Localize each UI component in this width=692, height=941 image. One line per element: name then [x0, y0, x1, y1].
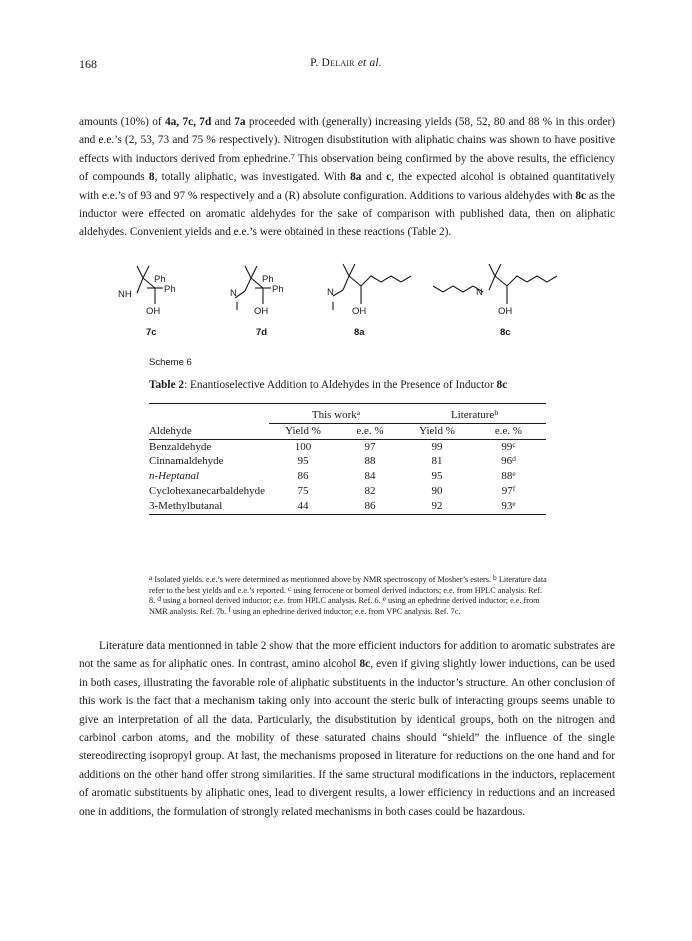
table-row: n-Heptanal 86 84 95 88e: [149, 469, 516, 483]
body-paragraph-2: Literature data mentionned in table 2 show that the more efficient inductors for addition to aromatic substrates are not the same as for aliphatic ones. In contrast, amino alcohol 8c, even if giving slightly lower inductions, can be used in both cases, illustrating the favorable role of aliphatic substituents in the inductor’s structure. An other conclusion of this work is the fact that a mechanism taking only into account the steric bulk of interacting groups seems unable to give an interpretation of all the data. Particularly, the disubstitution by identical groups, both on the nitrogen and carbinol carbon atoms, and the mobility of these saturated chains should “shield” the influence of the single stereodirecting isopropyl group. At last, the mechanisms proposed in literature for reductions on the one hand and for additions on the other hand offer strong similarities. If the same structural modifications in the inductors, replacement of aromatic substituents by aliphatic ones, lead to divergent results, a lower efficiency in reductions and an increased one in additions, the formulation of strongly related mechanisms in both cases could be hazardous.: [79, 640, 615, 818]
table-row: 3-Methylbutanal 44 86 92 93e: [149, 499, 546, 514]
body-paragraph-1: amounts (10%) of 4a, 7c, 7d and 7a proceeded with (generally) increasing yields (58, 52, 80 and 88 % in this order) and e.e.’s (2, 53, 73 and 75 % respectively). Nitrogen disubstitution with aliphatic chains was shown to have positive effects with inductors derived from ephedrine.$^7$ This observation being confirmed by the above results, the efficiency of compounds 8, totally aliphatic, was investigated. With 8a and c, the expected alcohol is obtained quantitatively with e.e.’s of 93 and 97 % respectively and a (R) absolute configuration. Additions to various aldehydes with 8c as the inductor were effected on aromatic aldehydes for the sake of comparison with published data, then on aliphatic aldehydes. Convenient yields and e.e.’s were obtained in these reactions (Table 2).: [79, 116, 615, 239]
page-number: 168: [79, 57, 97, 71]
structure-7d: [230, 266, 284, 338]
column-header: Yield %: [269, 423, 337, 439]
compound-label-8c: 8c: [500, 327, 511, 338]
table-column-headers: [149, 423, 546, 439]
page-header: [0, 57, 692, 75]
table-caption: Table 2: Enantioselective Addition to Aldehydes in the Presence of Inductor 8c: [149, 379, 508, 391]
column-header: Aldehyde: [149, 423, 269, 439]
structure-7c: [118, 266, 176, 338]
running-head-author: P. D: [310, 57, 331, 69]
column-header: e.e. %: [471, 423, 546, 439]
column-header: Yield %: [403, 423, 471, 439]
compound-label-7d: 7d: [256, 327, 268, 338]
structure-8a: [327, 264, 411, 338]
label-n: N: [327, 287, 334, 298]
label-n: N: [230, 288, 237, 299]
column-header: e.e. %: [337, 423, 403, 439]
table-row: Benzaldehyde 100 97 99 99$^c$: [149, 439, 516, 453]
scheme-6-structures: [117, 262, 587, 342]
running-head: [0, 57, 692, 69]
compound-label-7c: 7c: [146, 327, 157, 338]
label-nh: NH: [118, 289, 132, 300]
scheme-caption: Scheme 6: [149, 357, 192, 368]
group-this-work: This work$^a$: [269, 408, 403, 423]
table-footnotes: $^a$ Isolated yields. e.e.’s were determined as mentionned above by NMR spectroscopy of Mosher’s esters. $^b$ Literature data refer to the best yields and e.e.’s reported. $^c$ using ferrocene or borneol derived inductors; e.e. from HPLC analysis. Ref. 8. $^d$ using a borneol derived inductor; e.e. from HPLC analysis. Ref. 6. $^e$ using an ephedrine derived inductor; e.e. from NMR analysis. Ref. 7b. $^f$ using an ephedrine derived inductor; e.e. from VPC analysis. Ref. 7c.: [149, 573, 547, 616]
label-ph: Ph: [154, 274, 166, 285]
running-head-etal: et al.: [354, 57, 382, 69]
table-row: Cinnamaldehyde 95 88 81 96$^d$: [149, 454, 516, 468]
compound-label-8a: 8a: [354, 327, 365, 338]
label-oh: OH: [352, 306, 367, 317]
structure-8c: [433, 264, 557, 338]
label-ph: Ph: [272, 284, 284, 295]
label-ph: Ph: [164, 284, 176, 295]
label-oh: OH: [498, 306, 513, 317]
label-oh: OH: [146, 306, 161, 317]
table-group-header: [149, 408, 546, 423]
label-n: N: [476, 287, 483, 298]
results-table: [149, 403, 546, 515]
running-head-author-rest: elair: [330, 57, 355, 69]
chemical-structures-svg: [117, 262, 587, 342]
group-literature: Literature$^b$: [403, 408, 546, 423]
label-ph: Ph: [262, 274, 274, 285]
label-oh: OH: [254, 306, 269, 317]
table-row: Cyclohexanecarbaldehyde 75 82 90 97$^f$: [149, 483, 516, 497]
